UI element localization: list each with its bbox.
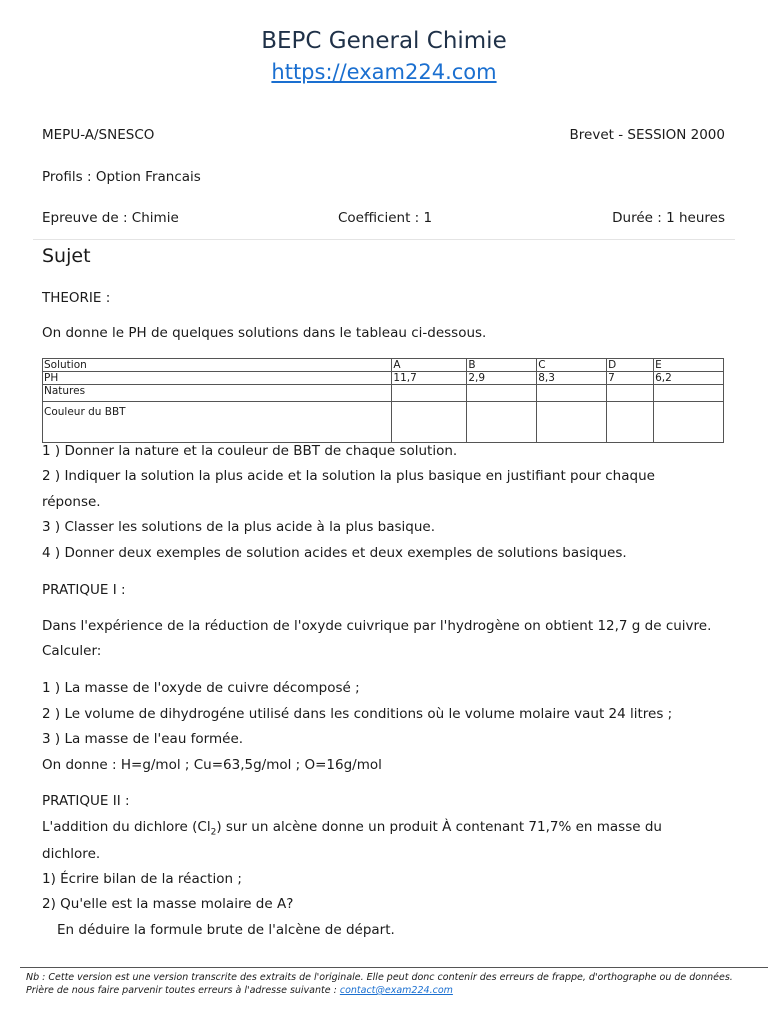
pratique1-donne: On donne : H=g/mol ; Cu=63,5g/mol ; O=16g/mol xyxy=(42,757,382,773)
table-cell xyxy=(607,385,654,402)
theorie-q2-cont: réponse. xyxy=(42,494,101,510)
table-cell: 8,3 xyxy=(537,372,607,385)
table-row xyxy=(43,372,724,385)
pratique2-q1: 1) Écrire bilan de la réaction ; xyxy=(42,871,242,887)
table-cell xyxy=(537,385,607,402)
table-cell: B xyxy=(467,359,537,372)
table-cell: Couleur du BBT xyxy=(43,402,392,443)
footer-text: Nb : Cette version est une version transcrite des extraits de l'originale. Elle peut donc contenir des erreurs de frappe, d'orthographe ou de données. Prière de nous faire parvenir toutes erreurs à l'adresse suivante : xyxy=(26,972,733,996)
table-cell: E xyxy=(654,359,724,372)
table-cell xyxy=(392,402,467,443)
theorie-q1: 1 ) Donner la nature et la couleur de BBT de chaque solution. xyxy=(42,443,458,459)
table-row xyxy=(43,385,724,402)
table-cell xyxy=(654,402,724,443)
contact-email-link[interactable]: contact@exam224.com xyxy=(339,985,453,996)
header-divider xyxy=(33,239,735,240)
table-cell: 6,2 xyxy=(654,372,724,385)
table-cell xyxy=(392,385,467,402)
pratique2-q2: 2) Qu'elle est la masse molaire de A? xyxy=(42,896,294,912)
theorie-q2: 2 ) Indiquer la solution la plus acide et la solution la plus basique en justifiant pour chaque xyxy=(42,468,655,484)
table-row xyxy=(43,359,724,372)
pratique1-q2: 2 ) Le volume de dihydrogéne utilisé dans les conditions où le volume molaire vaut 24 litres ; xyxy=(42,706,673,722)
pratique1-calc: Calculer: xyxy=(42,643,102,659)
pratique2-line2: dichlore. xyxy=(42,846,101,862)
theorie-q3: 3 ) Classer les solutions de la plus acide à la plus basique. xyxy=(42,519,435,535)
duree-label: Durée : 1 heures xyxy=(612,210,725,226)
website-link[interactable]: https://exam224.com xyxy=(271,60,497,84)
org-label: MEPU-A/SNESCO xyxy=(42,127,155,143)
pratique2-line1 xyxy=(42,819,662,838)
table-cell xyxy=(607,402,654,443)
table-row xyxy=(43,402,724,443)
table-cell xyxy=(654,385,724,402)
footer-note xyxy=(26,971,746,997)
pratique2-line1-post: ) sur un alcène donne un produit À contenant 71,7% en masse du xyxy=(216,819,662,835)
theorie-q4: 4 ) Donner deux exemples de solution acides et deux exemples de solutions basiques. xyxy=(42,545,627,561)
profils-label: Profils : Option Francais xyxy=(42,169,201,185)
table-cell: 11,7 xyxy=(392,372,467,385)
table-cell: Solution xyxy=(43,359,392,372)
pratique1-heading: PRATIQUE I : xyxy=(42,582,126,598)
footer-divider xyxy=(20,967,768,968)
coefficient-label: Coefficient : 1 xyxy=(338,210,433,226)
pratique2-heading: PRATIQUE II : xyxy=(42,793,130,809)
pratique2-line1-sub: 2 xyxy=(210,827,217,838)
pratique1-q3: 3 ) La masse de l'eau formée. xyxy=(42,731,244,747)
table-cell: D xyxy=(607,359,654,372)
session-label: Brevet - SESSION 2000 xyxy=(569,127,725,143)
pratique1-q1: 1 ) La masse de l'oxyde de cuivre décomposé ; xyxy=(42,680,360,696)
theorie-intro: On donne le PH de quelques solutions dans le tableau ci-dessous. xyxy=(42,325,487,341)
document-title: BEPC General Chimie xyxy=(261,28,507,54)
solutions-table xyxy=(42,358,724,443)
pratique2-q3: En déduire la formule brute de l'alcène de départ. xyxy=(57,922,395,938)
table-cell: Natures xyxy=(43,385,392,402)
table-cell: A xyxy=(392,359,467,372)
sujet-heading: Sujet xyxy=(42,245,91,267)
theorie-heading: THEORIE : xyxy=(42,290,111,306)
epreuve-label: Epreuve de : Chimie xyxy=(42,210,179,226)
table-cell: C xyxy=(537,359,607,372)
table-cell: 7 xyxy=(607,372,654,385)
table-cell: 2,9 xyxy=(467,372,537,385)
table-cell xyxy=(467,402,537,443)
pratique2-line1-pre: L'addition du dichlore (Cl xyxy=(42,819,211,835)
pratique1-intro: Dans l'expérience de la réduction de l'oxyde cuivrique par l'hydrogène on obtient 12,7 g de cuivre. xyxy=(42,618,712,634)
table-cell: PH xyxy=(43,372,392,385)
table-cell xyxy=(537,402,607,443)
table-cell xyxy=(467,385,537,402)
